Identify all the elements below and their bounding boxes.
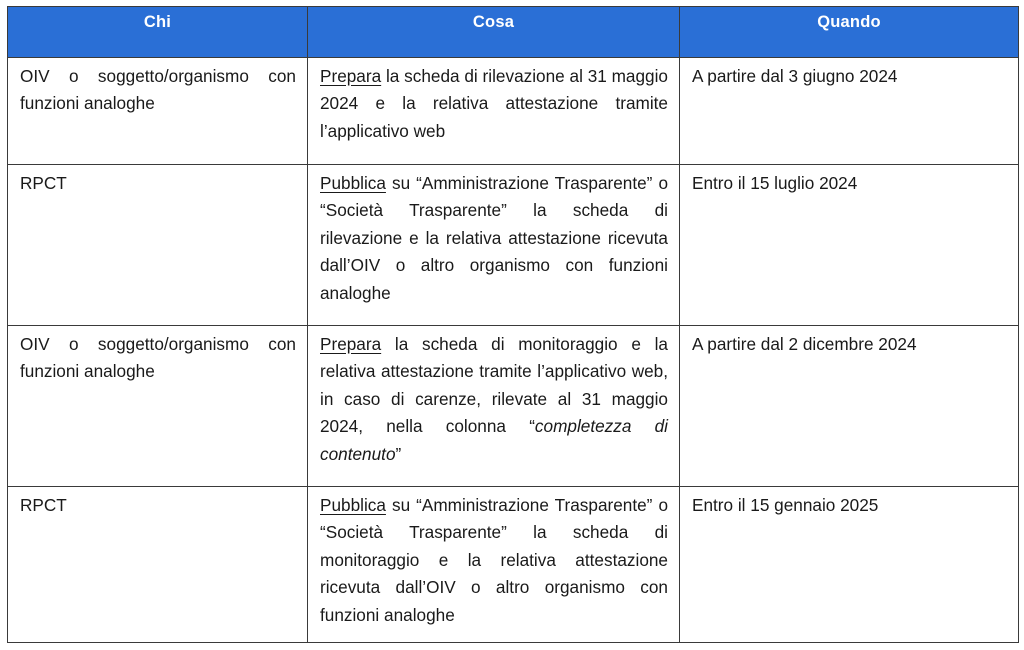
quote-close: ” <box>395 443 402 464</box>
table-row <box>8 326 1019 487</box>
table-row <box>8 58 1019 165</box>
schedule-table <box>7 6 1019 643</box>
cell-quando: Entro il 15 luglio 2024 <box>680 165 1019 326</box>
cosa-verb: Prepara <box>320 66 382 86</box>
header-quando <box>680 7 1019 58</box>
header-chi-label: Chi <box>143 12 172 31</box>
header-quando-label: Quando <box>817 12 881 31</box>
header-row <box>8 7 1019 58</box>
header-chi <box>8 7 308 58</box>
cosa-verb: Prepara <box>320 334 382 354</box>
cosa-italic: completezza di contenuto <box>320 416 669 464</box>
table-row <box>8 165 1019 326</box>
cosa-text: la scheda di rilevazione al 31 maggio 2024 e la relativa attestazione tramite l’applicativo web <box>320 66 668 141</box>
header-cosa-label: Cosa <box>472 12 515 31</box>
cell-quando: Entro il 15 gennaio 2025 <box>680 487 1019 643</box>
cosa-verb: Pubblica <box>320 495 386 515</box>
cell-cosa <box>308 58 680 165</box>
cosa-verb: Pubblica <box>320 173 386 193</box>
cosa-text: su “Amministrazione Trasparente” o “Società Trasparente” la scheda di monitoraggio e la relativa attestazione ricevuta dall’OIV o altro organismo con funzioni analoghe <box>320 495 668 625</box>
cell-chi: RPCT <box>8 487 308 643</box>
table-row <box>8 487 1019 643</box>
cell-quando: A partire dal 3 giugno 2024 <box>680 58 1019 165</box>
cell-cosa <box>308 165 680 326</box>
header-cosa <box>308 7 680 58</box>
cosa-text: la scheda di monitoraggio e la relativa attestazione tramite l’applicativo web, in caso di carenze, rilevate al 31 maggio 2024, nella colonna <box>320 334 668 437</box>
cell-cosa <box>308 326 680 487</box>
cell-chi: RPCT <box>8 165 308 326</box>
cell-chi: OIV o soggetto/organismo con funzioni analoghe <box>8 58 308 165</box>
quote-open: “ <box>529 416 535 437</box>
cosa-text: su “Amministrazione Trasparente” o “Società Trasparente” la scheda di rilevazione e la relativa attestazione ricevuta dall’OIV o altro organismo con funzioni analoghe <box>320 173 668 303</box>
cell-quando: A partire dal 2 dicembre 2024 <box>680 326 1019 487</box>
cell-chi: OIV o soggetto/organismo con funzioni analoghe <box>8 326 308 487</box>
cell-cosa <box>308 487 680 643</box>
